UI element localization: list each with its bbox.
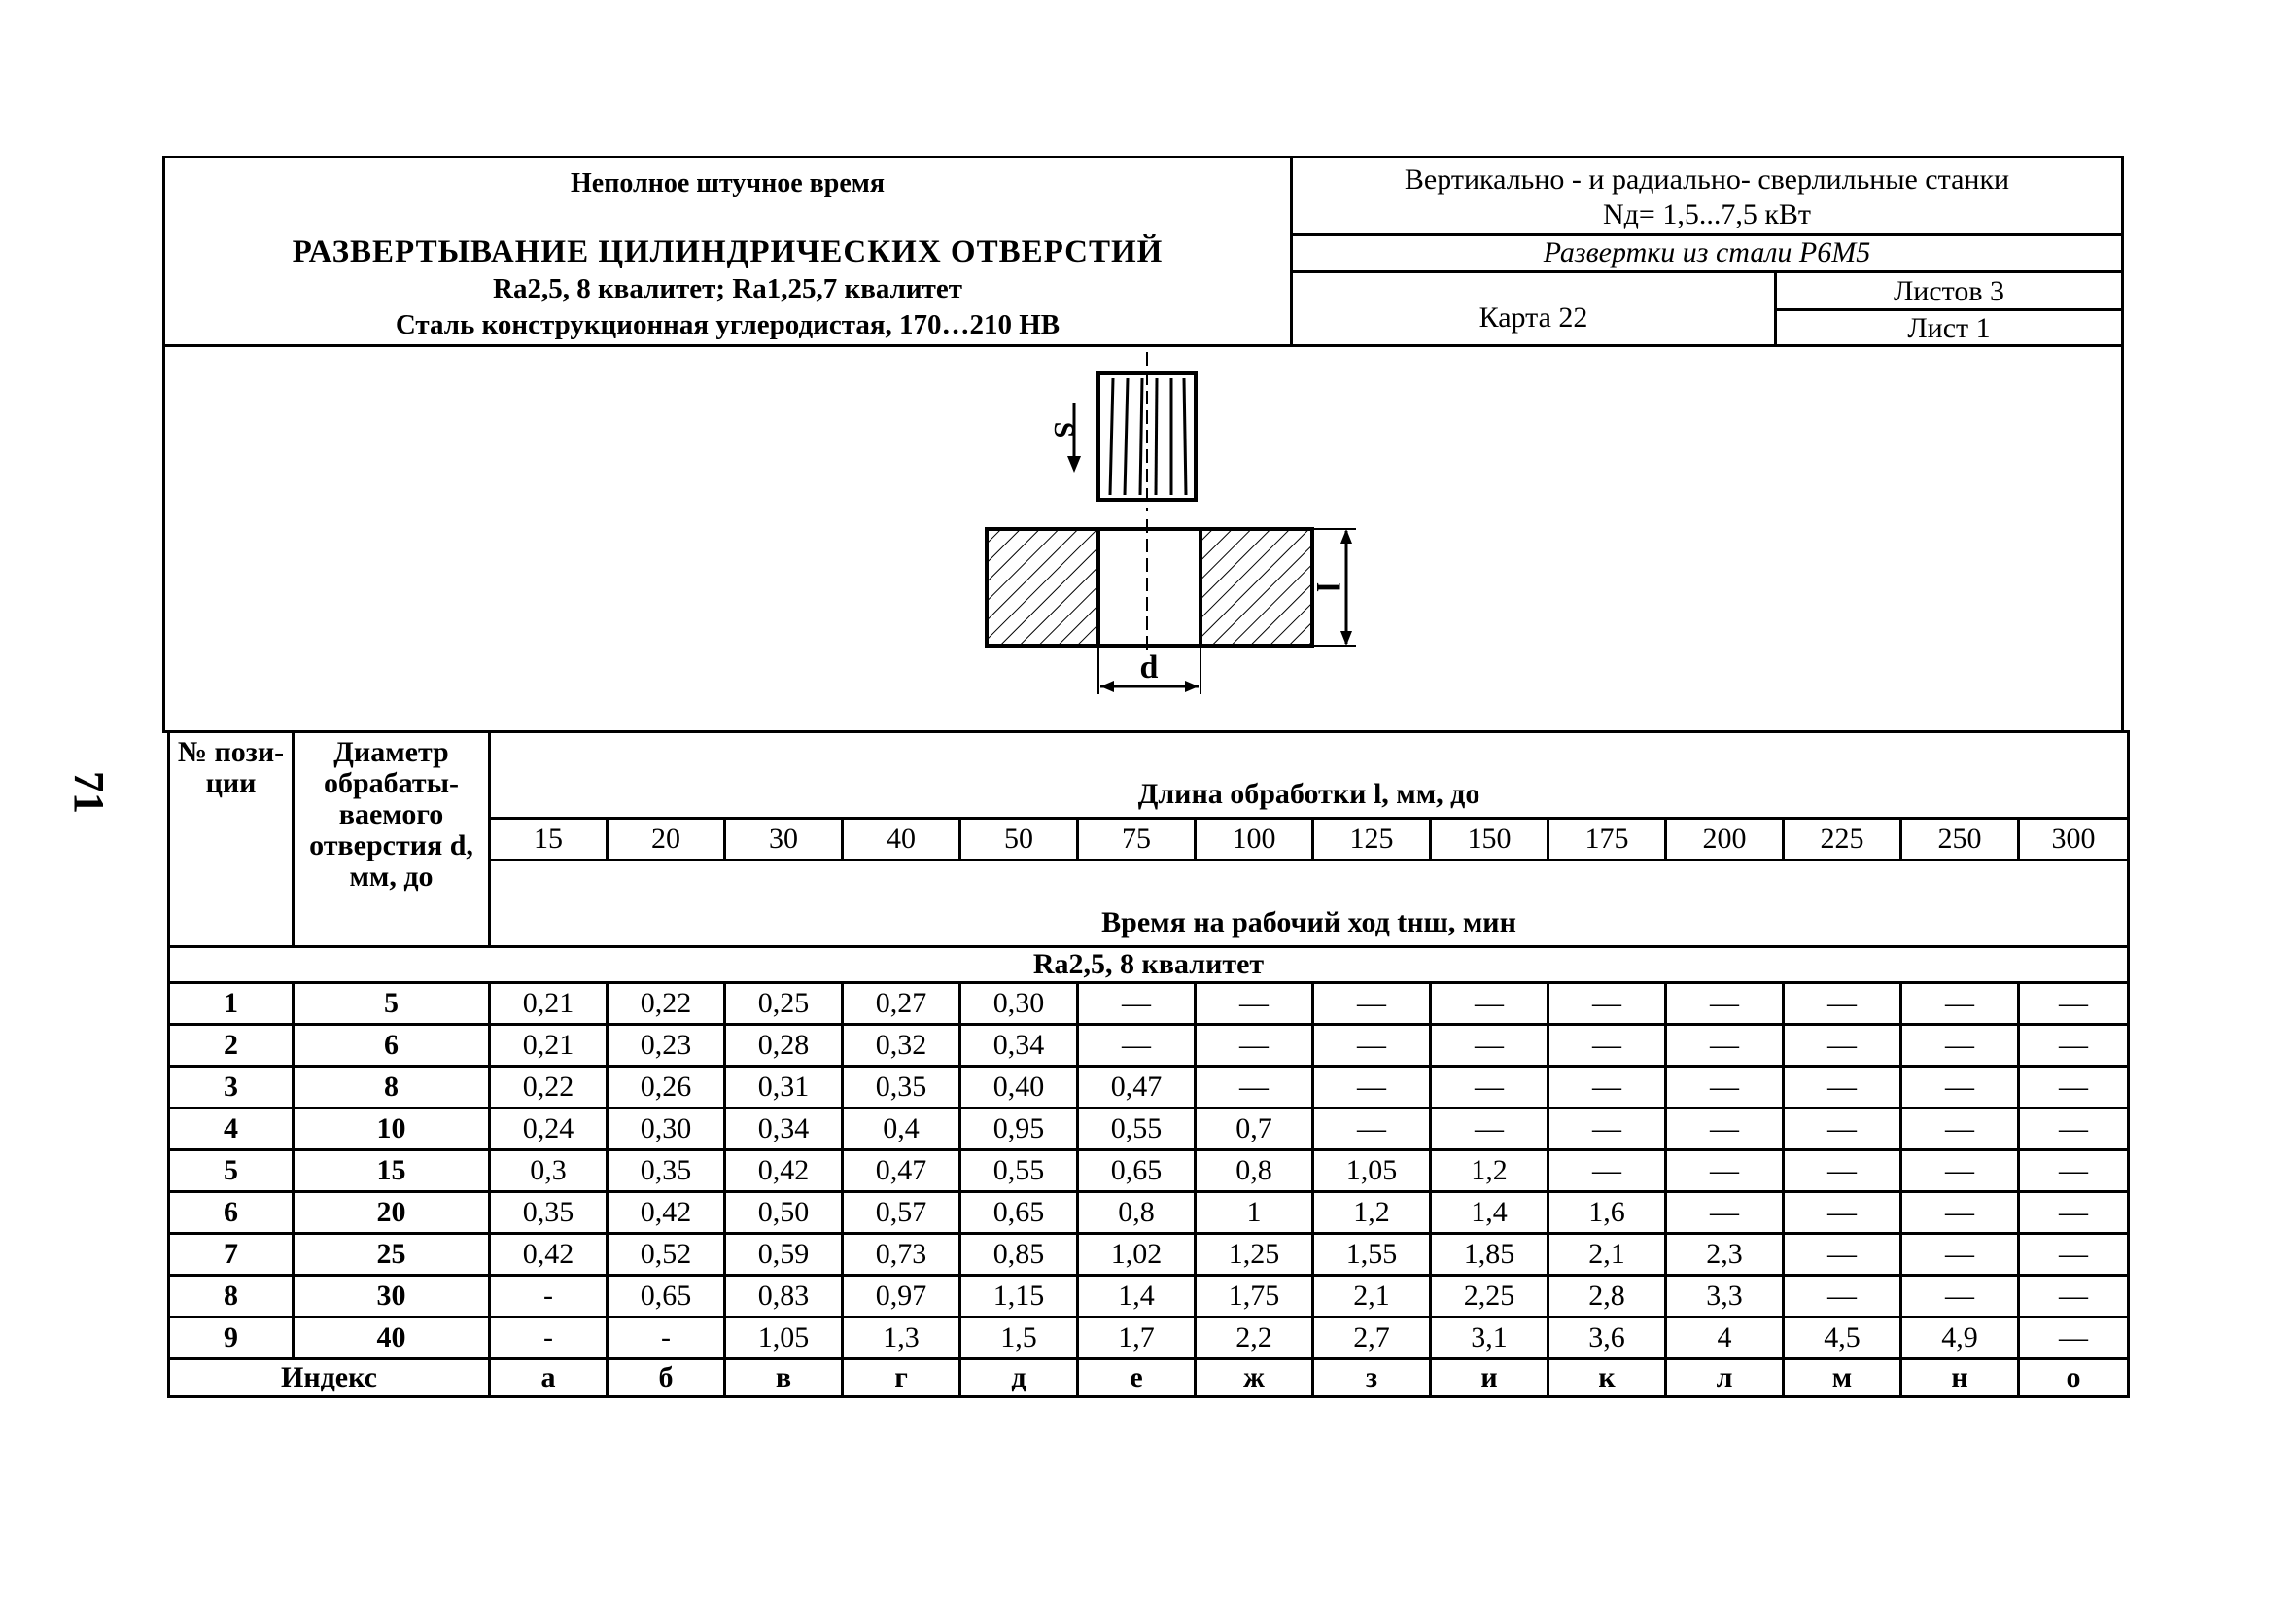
- position-cell: 5: [169, 1150, 294, 1192]
- time-cell: 2,2: [1196, 1318, 1313, 1359]
- time-cell: 1,05: [1313, 1150, 1431, 1192]
- time-cell: —: [1901, 1025, 2019, 1067]
- time-cell: —: [1784, 1108, 1901, 1150]
- column-header-diameter: Диаметр обрабаты- ваемого отверстия d, мм, до: [294, 732, 490, 947]
- length-value: 75: [1078, 819, 1196, 861]
- workpiece-icon: [987, 519, 1312, 655]
- time-cell: —: [1548, 1025, 1666, 1067]
- length-value: 150: [1431, 819, 1548, 861]
- time-cell: —: [2019, 983, 2129, 1025]
- index-cell: н: [1901, 1359, 2019, 1397]
- time-cell: 1,4: [1078, 1276, 1196, 1318]
- table-row: [169, 1318, 2129, 1359]
- time-cell: 0,34: [960, 1025, 1078, 1067]
- index-cell: б: [608, 1359, 725, 1397]
- time-cell: —: [1313, 1108, 1431, 1150]
- sheet-number: Лист 1: [1907, 312, 1991, 344]
- header-title: РАЗВЕРТЫВАНИЕ ЦИЛИНДРИЧЕСКИХ ОТВЕРСТИЙ: [292, 234, 1164, 269]
- diameter-cell: 5: [294, 983, 490, 1025]
- table-row: [169, 1276, 2129, 1318]
- time-cell: —: [1784, 983, 1901, 1025]
- time-cell: —: [1784, 1067, 1901, 1108]
- index-cell: в: [725, 1359, 843, 1397]
- time-cell: 0,42: [725, 1150, 843, 1192]
- time-cell: 2,1: [1313, 1276, 1431, 1318]
- time-cell: 2,3: [1666, 1234, 1784, 1276]
- table-row: [169, 1234, 2129, 1276]
- time-cell: 0,8: [1196, 1150, 1313, 1192]
- time-cell: —: [1196, 1025, 1313, 1067]
- index-cell: о: [2019, 1359, 2129, 1397]
- time-cell: 0,35: [843, 1067, 960, 1108]
- time-cell: 0,21: [490, 1025, 608, 1067]
- position-cell: 9: [169, 1318, 294, 1359]
- length-value: 125: [1313, 819, 1431, 861]
- time-cell: 0,28: [725, 1025, 843, 1067]
- time-cell: 1: [1196, 1192, 1313, 1234]
- time-cell: 0,26: [608, 1067, 725, 1108]
- time-cell: —: [1666, 983, 1784, 1025]
- time-cell: —: [1784, 1150, 1901, 1192]
- time-cell: —: [1901, 1276, 2019, 1318]
- time-cell: —: [1784, 1025, 1901, 1067]
- diameter-cell: 6: [294, 1025, 490, 1067]
- time-cell: 0,97: [843, 1276, 960, 1318]
- diameter-cell: 40: [294, 1318, 490, 1359]
- time-cell: 0,55: [1078, 1108, 1196, 1150]
- sheets-total: Листов 3: [1777, 273, 2121, 311]
- time-cell: —: [1666, 1108, 1784, 1150]
- length-value: 50: [960, 819, 1078, 861]
- time-cell: 0,73: [843, 1234, 960, 1276]
- table-row: [169, 983, 2129, 1025]
- position-cell: 4: [169, 1108, 294, 1150]
- time-cell: —: [1078, 1025, 1196, 1067]
- time-cell: 0,22: [490, 1067, 608, 1108]
- time-cell: —: [1784, 1276, 1901, 1318]
- header-material: Сталь конструкционная углеродистая, 170…210 НВ: [395, 309, 1061, 340]
- time-cell: 3,6: [1548, 1318, 1666, 1359]
- time-cell: -: [490, 1276, 608, 1318]
- time-cell: —: [1901, 1150, 2019, 1192]
- length-value: 100: [1196, 819, 1313, 861]
- time-cell: —: [2019, 1108, 2129, 1150]
- time-cell: 0,50: [725, 1192, 843, 1234]
- time-cell: —: [2019, 1234, 2129, 1276]
- time-cell: 2,1: [1548, 1234, 1666, 1276]
- time-cell: 0,25: [725, 983, 843, 1025]
- reamer-icon: [1098, 352, 1196, 511]
- time-cell: 0,59: [725, 1234, 843, 1276]
- position-cell: 3: [169, 1067, 294, 1108]
- time-cell: —: [1431, 1025, 1548, 1067]
- time-cell: 0,32: [843, 1025, 960, 1067]
- time-cell: —: [1901, 1192, 2019, 1234]
- time-cell: 0,21: [490, 983, 608, 1025]
- group-label: Ra2,5, 8 квалитет: [169, 947, 2129, 983]
- time-cell: —: [1313, 1067, 1431, 1108]
- index-cell: з: [1313, 1359, 1431, 1397]
- time-cell: 0,65: [1078, 1150, 1196, 1192]
- time-cell: 0,47: [1078, 1067, 1196, 1108]
- header-title-block: [165, 158, 1293, 344]
- time-cell: —: [2019, 1318, 2129, 1359]
- time-cell: 0,52: [608, 1234, 725, 1276]
- time-cell: 0,95: [960, 1108, 1078, 1150]
- table-row: [169, 1192, 2129, 1234]
- time-cell: 0,31: [725, 1067, 843, 1108]
- time-cell: 1,6: [1548, 1192, 1666, 1234]
- time-cell: 3,1: [1431, 1318, 1548, 1359]
- time-cell: 4: [1666, 1318, 1784, 1359]
- time-cell: 0,42: [490, 1234, 608, 1276]
- index-cell: л: [1666, 1359, 1784, 1397]
- time-cell: 1,75: [1196, 1276, 1313, 1318]
- time-cell: 0,30: [960, 983, 1078, 1025]
- time-cell: —: [1548, 1150, 1666, 1192]
- time-cell: 1,15: [960, 1276, 1078, 1318]
- time-cell: —: [1666, 1025, 1784, 1067]
- length-value: 200: [1666, 819, 1784, 861]
- time-cell: —: [1784, 1234, 1901, 1276]
- time-cell: -: [608, 1318, 725, 1359]
- time-cell: 0,57: [843, 1192, 960, 1234]
- time-cell: 0,34: [725, 1108, 843, 1150]
- time-cell: 1,25: [1196, 1234, 1313, 1276]
- position-cell: 7: [169, 1234, 294, 1276]
- reaming-sketch: [165, 344, 2127, 733]
- diameter-cell: 20: [294, 1192, 490, 1234]
- header-info-block: [1293, 158, 2121, 344]
- time-cell: 0,23: [608, 1025, 725, 1067]
- time-cell: 0,42: [608, 1192, 725, 1234]
- length-value: 300: [2019, 819, 2129, 861]
- time-cell: —: [1901, 1067, 2019, 1108]
- time-cell: —: [1548, 1108, 1666, 1150]
- position-cell: 6: [169, 1192, 294, 1234]
- time-cell: 1,5: [960, 1318, 1078, 1359]
- time-cell: 1,02: [1078, 1234, 1196, 1276]
- time-cell: —: [2019, 1025, 2129, 1067]
- header-quality: Ra2,5, 8 квалитет; Ra1,25,7 квалитет: [493, 273, 962, 304]
- index-cell: и: [1431, 1359, 1548, 1397]
- index-cell: а: [490, 1359, 608, 1397]
- time-cell: 0,40: [960, 1067, 1078, 1108]
- time-cell: —: [1548, 1067, 1666, 1108]
- machine-power: Nд= 1,5...7,5 кВт: [1602, 198, 1812, 230]
- time-cell: —: [1666, 1150, 1784, 1192]
- page-number: 71: [65, 771, 114, 814]
- diameter-label: d: [1139, 650, 1159, 685]
- time-cell: —: [1431, 983, 1548, 1025]
- time-cell: 0,30: [608, 1108, 725, 1150]
- column-header-position: № пози- ции: [169, 732, 294, 947]
- time-cell: 1,2: [1431, 1150, 1548, 1192]
- table-row: [169, 1067, 2129, 1108]
- machine-type: Вертикально - и радиально- сверлильные станки: [1404, 163, 2010, 195]
- diameter-cell: 15: [294, 1150, 490, 1192]
- time-cell: 1,7: [1078, 1318, 1196, 1359]
- time-cell: 0,8: [1078, 1192, 1196, 1234]
- time-cell: 0,35: [490, 1192, 608, 1234]
- time-cell: 0,65: [608, 1276, 725, 1318]
- time-cell: —: [1784, 1192, 1901, 1234]
- time-cell: 0,65: [960, 1192, 1078, 1234]
- length-value: 250: [1901, 819, 2019, 861]
- index-row: [169, 1359, 2129, 1397]
- header-subtitle: Неполное штучное время: [571, 168, 885, 198]
- index-cell: д: [960, 1359, 1078, 1397]
- time-cell: —: [1901, 983, 2019, 1025]
- time-cell: 0,55: [960, 1150, 1078, 1192]
- table-row: [169, 1150, 2129, 1192]
- time-cell: 0,3: [490, 1150, 608, 1192]
- time-cell: —: [1548, 983, 1666, 1025]
- time-cell: -: [490, 1318, 608, 1359]
- table-row: [169, 1025, 2129, 1067]
- time-cell: 0,22: [608, 983, 725, 1025]
- time-cell: —: [1078, 983, 1196, 1025]
- time-cell: —: [2019, 1276, 2129, 1318]
- time-cell: —: [2019, 1067, 2129, 1108]
- time-cell: 4,5: [1784, 1318, 1901, 1359]
- diameter-cell: 8: [294, 1067, 490, 1108]
- position-cell: 1: [169, 983, 294, 1025]
- diameter-cell: 25: [294, 1234, 490, 1276]
- time-cell: 1,3: [843, 1318, 960, 1359]
- time-cell: 1,55: [1313, 1234, 1431, 1276]
- time-cell: —: [1196, 983, 1313, 1025]
- index-cell: ж: [1196, 1359, 1313, 1397]
- time-cell: —: [2019, 1150, 2129, 1192]
- index-cell: е: [1078, 1359, 1196, 1397]
- time-cell: 0,85: [960, 1234, 1078, 1276]
- diameter-cell: 30: [294, 1276, 490, 1318]
- time-cell: —: [1196, 1067, 1313, 1108]
- time-cell: —: [1313, 1025, 1431, 1067]
- card-number: Карта 22: [1293, 273, 1777, 344]
- length-label: l: [1309, 582, 1345, 592]
- length-value: 15: [490, 819, 608, 861]
- feed-label: S: [1048, 421, 1080, 439]
- time-cell: 0,24: [490, 1108, 608, 1150]
- time-cell: 0,7: [1196, 1108, 1313, 1150]
- machine-info: [1293, 158, 2121, 236]
- index-cell: м: [1784, 1359, 1901, 1397]
- time-cell: —: [1313, 983, 1431, 1025]
- time-cell: 3,3: [1666, 1276, 1784, 1318]
- time-cell: 0,83: [725, 1276, 843, 1318]
- time-cell: 0,47: [843, 1150, 960, 1192]
- time-cell: 2,25: [1431, 1276, 1548, 1318]
- length-value: 175: [1548, 819, 1666, 861]
- table-row: [169, 1108, 2129, 1150]
- time-cell: 0,4: [843, 1108, 960, 1150]
- length-value: 30: [725, 819, 843, 861]
- tool-info: Развертки из стали Р6М5: [1293, 236, 2121, 273]
- position-cell: 8: [169, 1276, 294, 1318]
- diameter-cell: 10: [294, 1108, 490, 1150]
- time-header: Время на рабочий ход tнш, мин: [490, 861, 2129, 947]
- time-cell: 0,27: [843, 983, 960, 1025]
- time-cell: —: [1431, 1108, 1548, 1150]
- time-cell: 1,4: [1431, 1192, 1548, 1234]
- time-cell: —: [1666, 1067, 1784, 1108]
- index-cell: г: [843, 1359, 960, 1397]
- length-value: 225: [1784, 819, 1901, 861]
- length-value: 20: [608, 819, 725, 861]
- length-value: 40: [843, 819, 960, 861]
- time-cell: 2,7: [1313, 1318, 1431, 1359]
- time-norms-table: [167, 730, 2130, 1398]
- card-header: [162, 156, 2124, 347]
- time-cell: 2,8: [1548, 1276, 1666, 1318]
- index-cell: к: [1548, 1359, 1666, 1397]
- time-cell: 0,35: [608, 1150, 725, 1192]
- time-cell: —: [1901, 1234, 2019, 1276]
- time-cell: 4,9: [1901, 1318, 2019, 1359]
- time-cell: —: [1666, 1192, 1784, 1234]
- position-cell: 2: [169, 1025, 294, 1067]
- time-cell: —: [2019, 1192, 2129, 1234]
- index-label: Индекс: [169, 1359, 490, 1397]
- time-cell: 1,05: [725, 1318, 843, 1359]
- time-cell: —: [1431, 1067, 1548, 1108]
- length-header: Длина обработки l, мм, до: [490, 732, 2129, 819]
- time-cell: 1,85: [1431, 1234, 1548, 1276]
- time-cell: —: [1901, 1108, 2019, 1150]
- time-cell: 1,2: [1313, 1192, 1431, 1234]
- process-sketch: [162, 344, 2124, 733]
